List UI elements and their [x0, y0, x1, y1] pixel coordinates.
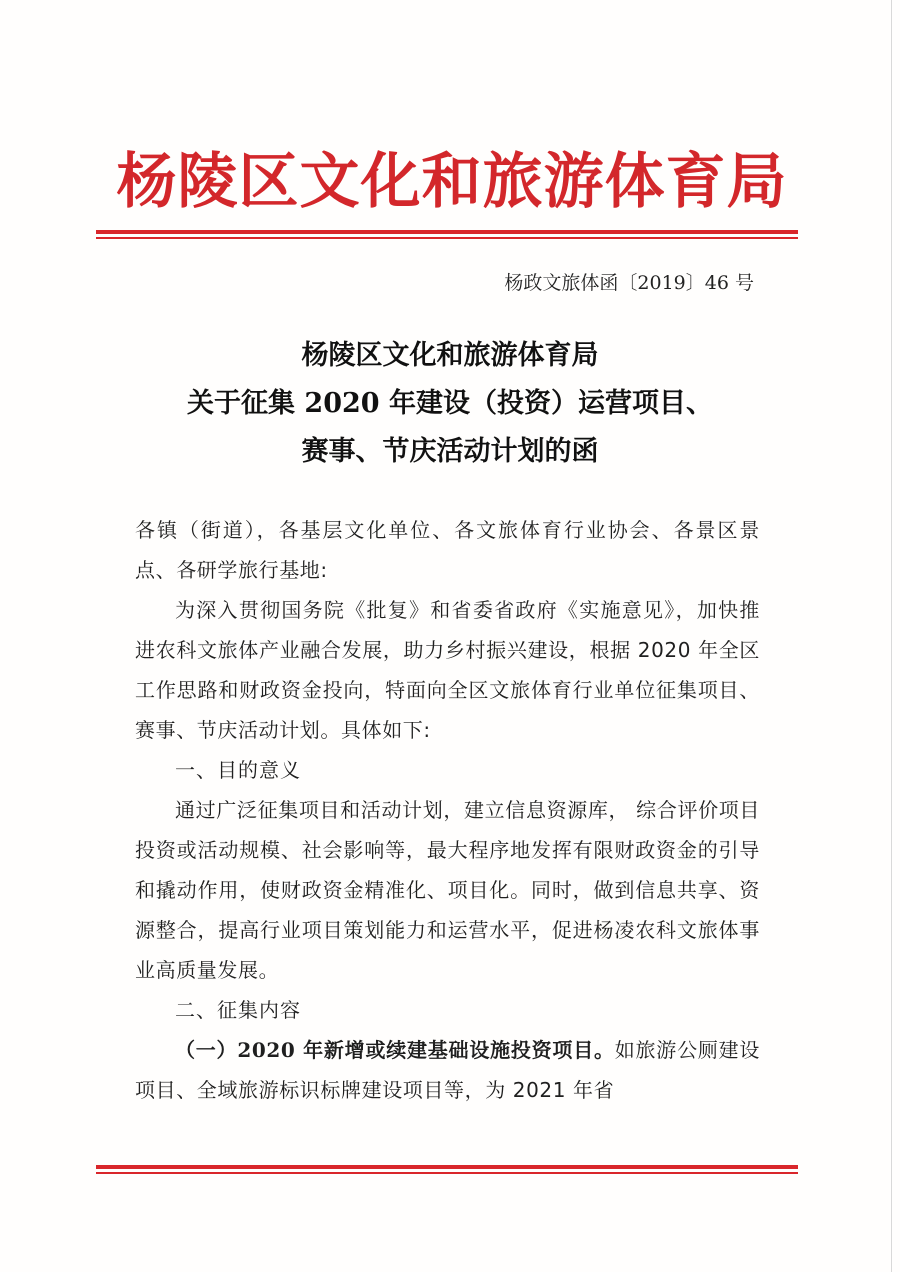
letterhead-red-rule-thin	[96, 237, 798, 239]
section-heading-content: 二、征集内容	[175, 998, 301, 1022]
item-1-lead: （一）2020 年新增或续建基础设施投资项目。	[175, 1038, 615, 1062]
footer-red-rule-thick	[96, 1165, 798, 1169]
footer-red-rule-thin	[96, 1172, 798, 1174]
scan-edge-line	[891, 0, 892, 1272]
letterhead-title: 杨陵区文化和旅游体育局	[116, 147, 788, 217]
document-title-line-1: 杨陵区文化和旅游体育局	[301, 340, 599, 371]
letterhead-red-rule-thick	[96, 230, 798, 234]
document-number: 杨政文旅体函〔2019〕46 号	[504, 272, 754, 294]
document-title-line-3: 赛事、节庆活动计划的函	[301, 436, 599, 467]
document-body	[135, 510, 760, 1110]
section-heading-purpose: 一、目的意义	[175, 758, 301, 782]
document-title	[96, 332, 804, 476]
intro-paragraph: 为深入贯彻国务院《批复》和省委省政府《实施意见》，加快推进农科文旅体产业融合发展，助力乡村振兴建设，根据 2020 年全区工作思路和财政资金投向，特面向全区文旅体育行业单位征集项目、赛事、节庆活动计划。具体如下:	[135, 598, 760, 742]
document-title-line-2: 关于征集 2020 年建设（投资）运营项目、	[187, 388, 713, 419]
item-1-paragraph	[135, 1030, 760, 1110]
salutation: 各镇（街道），各基层文化单位、各文旅体育行业协会、各景区景点、各研学旅行基地:	[135, 518, 760, 582]
item-1-text: 如旅游公厕建设项目、全域旅游标识标牌建设项目等，为 2021 年省	[135, 1038, 760, 1102]
purpose-paragraph: 通过广泛征集项目和活动计划，建立信息资源库， 综合评价项目投资或活动规模、社会影响等，最大程序地发挥有限财政资金的引导和撬动作用，使财政资金精准化、项目化。同时，做到信息共享、资源整合，提高行业项目策划能力和运营水平，促进杨凌农科文旅体事业高质量发展。	[135, 798, 760, 982]
